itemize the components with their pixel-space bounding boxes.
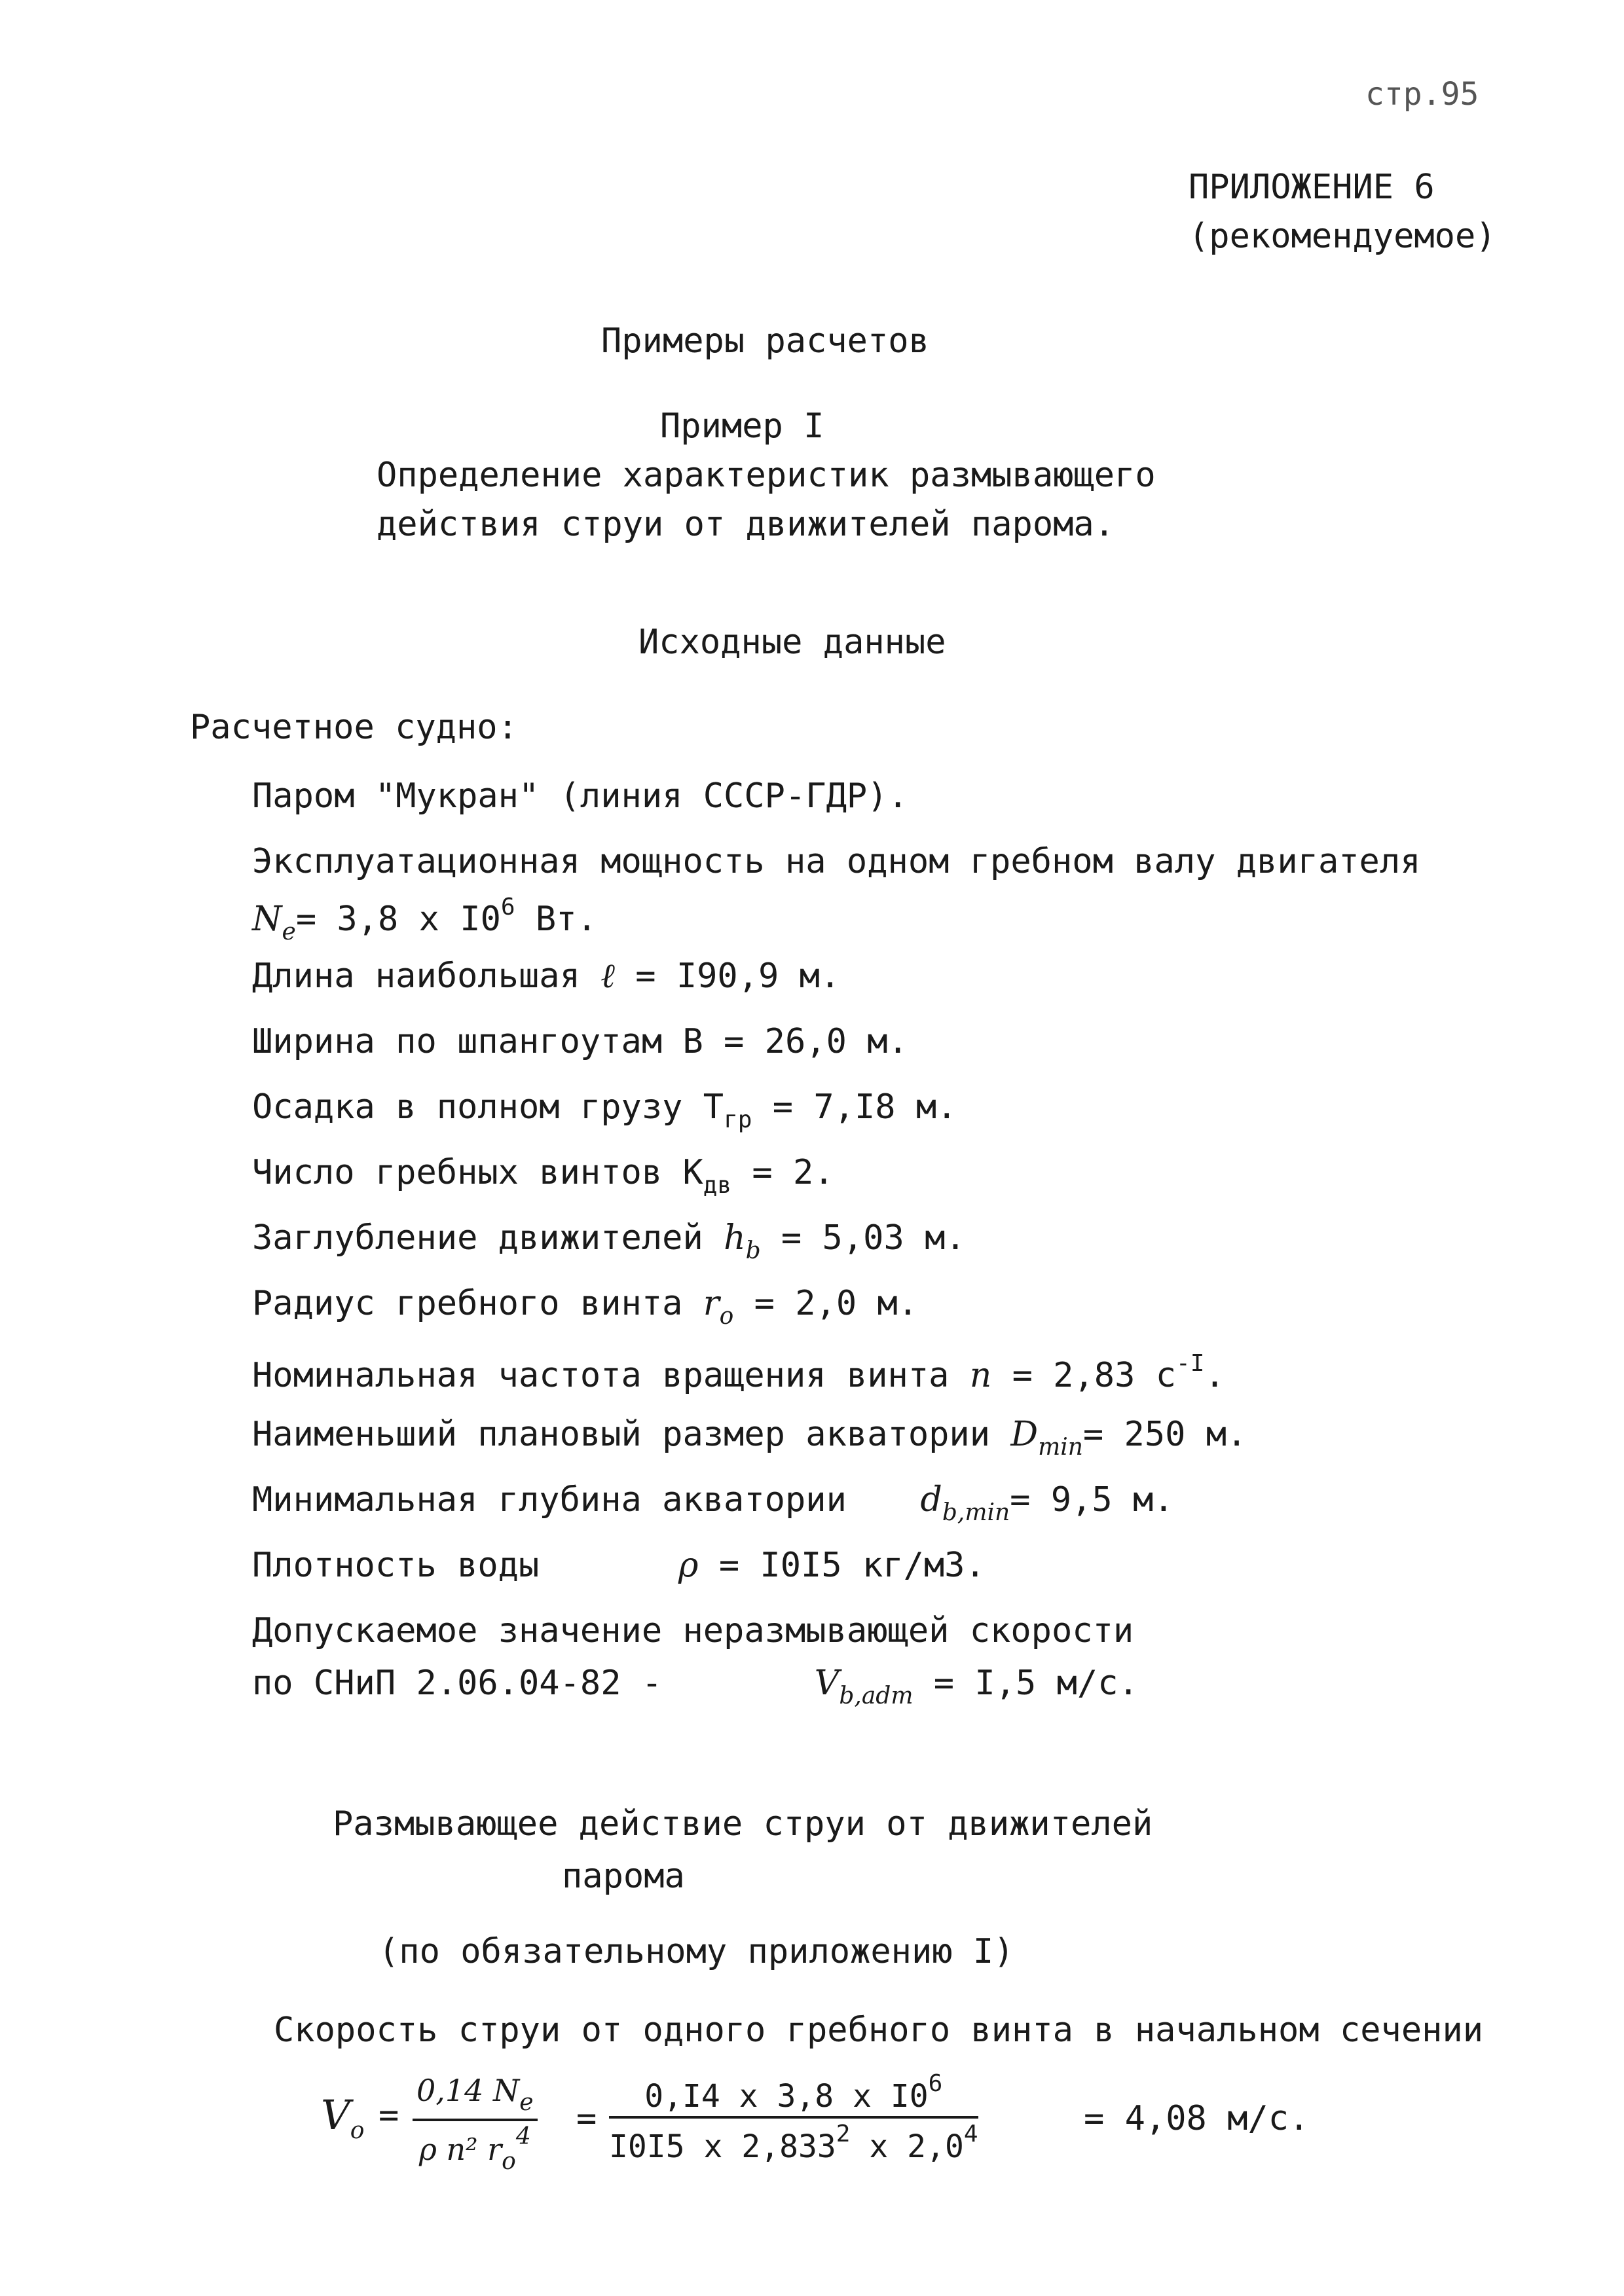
- draft-label: Осадка в полном грузу T: [252, 1087, 724, 1127]
- formula-result: = 4,08 м/с.: [1084, 2099, 1310, 2138]
- radius-label: Радиус гребного винта: [252, 1284, 683, 1323]
- frequency-exponent: -I: [1176, 1350, 1205, 1377]
- numeric-denominator-mid: x 2,0: [850, 2128, 964, 2165]
- length-label: Длина наибольшая: [252, 957, 580, 996]
- frequency-label: Номинальная частота вращения винта: [252, 1356, 950, 1395]
- density-value: = I0I5 кг/м3.: [718, 1546, 986, 1585]
- numeric-numerator-text: 0,I4 x 3,8 x I0: [644, 2078, 929, 2115]
- formula-lhs: [321, 2091, 365, 2144]
- numeric-denominator-exp2: 4: [963, 2121, 978, 2147]
- length-value: = I90,9 м.: [635, 957, 841, 996]
- section2-heading-line2: парома: [562, 1857, 685, 1896]
- vadm-subscript: b,adm: [839, 1683, 913, 1709]
- fraction-numeric-numerator: [609, 2072, 978, 2119]
- depth-label: Заглубление движителей: [252, 1218, 703, 1258]
- screws-subscript: дв: [703, 1172, 732, 1199]
- section2-reference: (по обязательному приложению I): [378, 1932, 1014, 1971]
- min-depth-value: = 9,5 м.: [1010, 1480, 1174, 1520]
- param-length: [252, 957, 841, 996]
- frequency-value: = 2,83 с: [1012, 1356, 1177, 1395]
- size-value: = 250 м.: [1082, 1415, 1247, 1454]
- example-title-line2: действия струи от движителей парома.: [377, 505, 1115, 544]
- symbolic-numerator-subscript: e: [519, 2089, 534, 2116]
- example-label: Пример I: [660, 407, 824, 446]
- power-symbol: N: [252, 900, 282, 939]
- formula-eq1: =: [378, 2096, 399, 2135]
- formula-fraction-symbolic: [413, 2075, 538, 2174]
- example-title-line1: Определение характеристик размывающего: [377, 456, 1156, 495]
- param-vadm-line2: [252, 1666, 1139, 1708]
- formula-lhs-subscript: o: [350, 2117, 365, 2144]
- symbolic-numerator-text: 0,14 N: [416, 2073, 520, 2108]
- min-depth-label: Минимальная глубина акватории: [252, 1480, 847, 1520]
- size-label: Наименьший плановый размер акватории: [252, 1415, 991, 1454]
- screws-label: Число гребных винтов K: [252, 1153, 703, 1192]
- symbolic-denominator-exponent: 4: [515, 2123, 531, 2150]
- numeric-denominator-exp1: 2: [836, 2121, 851, 2147]
- vessel-heading: Расчетное судно:: [190, 708, 518, 747]
- param-frequency: [252, 1352, 1225, 1393]
- power-number: = 3,8 x I0: [295, 900, 501, 939]
- radius-value: = 2,0 м.: [754, 1284, 919, 1323]
- param-power-text: Эксплуатационная мощность на одном гребном валу двигателя: [252, 842, 1421, 881]
- section2-speed-text: Скорость струи от одного гребного винта в начальном сечении: [274, 2011, 1484, 2050]
- param-power-value: [252, 896, 597, 944]
- source-data-heading: Исходные данные: [638, 623, 946, 662]
- fraction-symbolic-denominator: [413, 2121, 538, 2174]
- numeric-denominator-text: I0I5 x 2,833: [609, 2128, 836, 2165]
- param-depth: [252, 1218, 966, 1264]
- param-ferry: Паром "Мукран" (линия СССР-ГДР).: [252, 776, 908, 816]
- length-symbol: ℓ: [600, 957, 615, 996]
- section-title: Примеры расчетов: [601, 321, 929, 361]
- power-exponent: 6: [500, 894, 515, 920]
- vadm-value: = I,5 м/с.: [933, 1664, 1139, 1703]
- param-size: [252, 1417, 1247, 1459]
- radius-symbol: r: [703, 1284, 720, 1323]
- draft-value: = 7,I8 м.: [752, 1087, 957, 1127]
- page-number: стр.95: [1365, 76, 1479, 113]
- min-depth-symbol: d: [920, 1480, 942, 1520]
- power-unit: Вт.: [515, 900, 597, 939]
- vadm-symbol: V: [814, 1664, 840, 1703]
- radius-subscript: o: [719, 1303, 734, 1330]
- depth-value: = 5,03 м.: [781, 1218, 966, 1258]
- param-radius: [252, 1286, 918, 1328]
- section2-heading-line1: Размывающее действие струи от движителей: [333, 1804, 1153, 1844]
- appendix-note: (рекомендуемое): [1189, 217, 1496, 256]
- power-subscript: e: [282, 919, 296, 945]
- param-screws: [252, 1153, 834, 1199]
- depth-symbol: h: [724, 1218, 746, 1258]
- min-depth-subscript: b,min: [942, 1499, 1010, 1526]
- symbolic-denominator-subscript: o: [502, 2148, 516, 2175]
- frequency-end: .: [1204, 1356, 1225, 1395]
- formula-fraction-numeric: [609, 2070, 978, 2165]
- param-density: [252, 1546, 986, 1585]
- appendix-title: ПРИЛОЖЕНИЕ 6: [1189, 168, 1435, 207]
- density-symbol: ρ: [678, 1546, 699, 1585]
- size-symbol: D: [1010, 1415, 1039, 1454]
- param-vadm-line1: Допускаемое значение неразмывающей скорости: [252, 1611, 1134, 1650]
- frequency-symbol: n: [969, 1356, 992, 1395]
- formula-eq2: =: [576, 2099, 597, 2138]
- depth-subscript: b: [745, 1237, 761, 1264]
- screws-value: = 2.: [731, 1153, 834, 1192]
- fraction-numeric-denominator: [609, 2119, 978, 2165]
- param-min-depth: [252, 1480, 1174, 1526]
- size-subscript: min: [1038, 1434, 1083, 1461]
- formula-lhs-symbol: V: [321, 2091, 350, 2139]
- density-label: Плотность воды: [252, 1546, 540, 1585]
- param-width: Ширина по шпангоутам B = 26,0 м.: [252, 1022, 908, 1061]
- draft-subscript: гр: [724, 1106, 752, 1133]
- fraction-symbolic-numerator: [413, 2075, 538, 2121]
- param-draft: [252, 1087, 957, 1133]
- symbolic-denominator-text: ρ n² r: [418, 2132, 502, 2167]
- vadm-label: по СНиП 2.06.04-82 -: [252, 1664, 663, 1703]
- numeric-numerator-exponent: 6: [928, 2070, 943, 2097]
